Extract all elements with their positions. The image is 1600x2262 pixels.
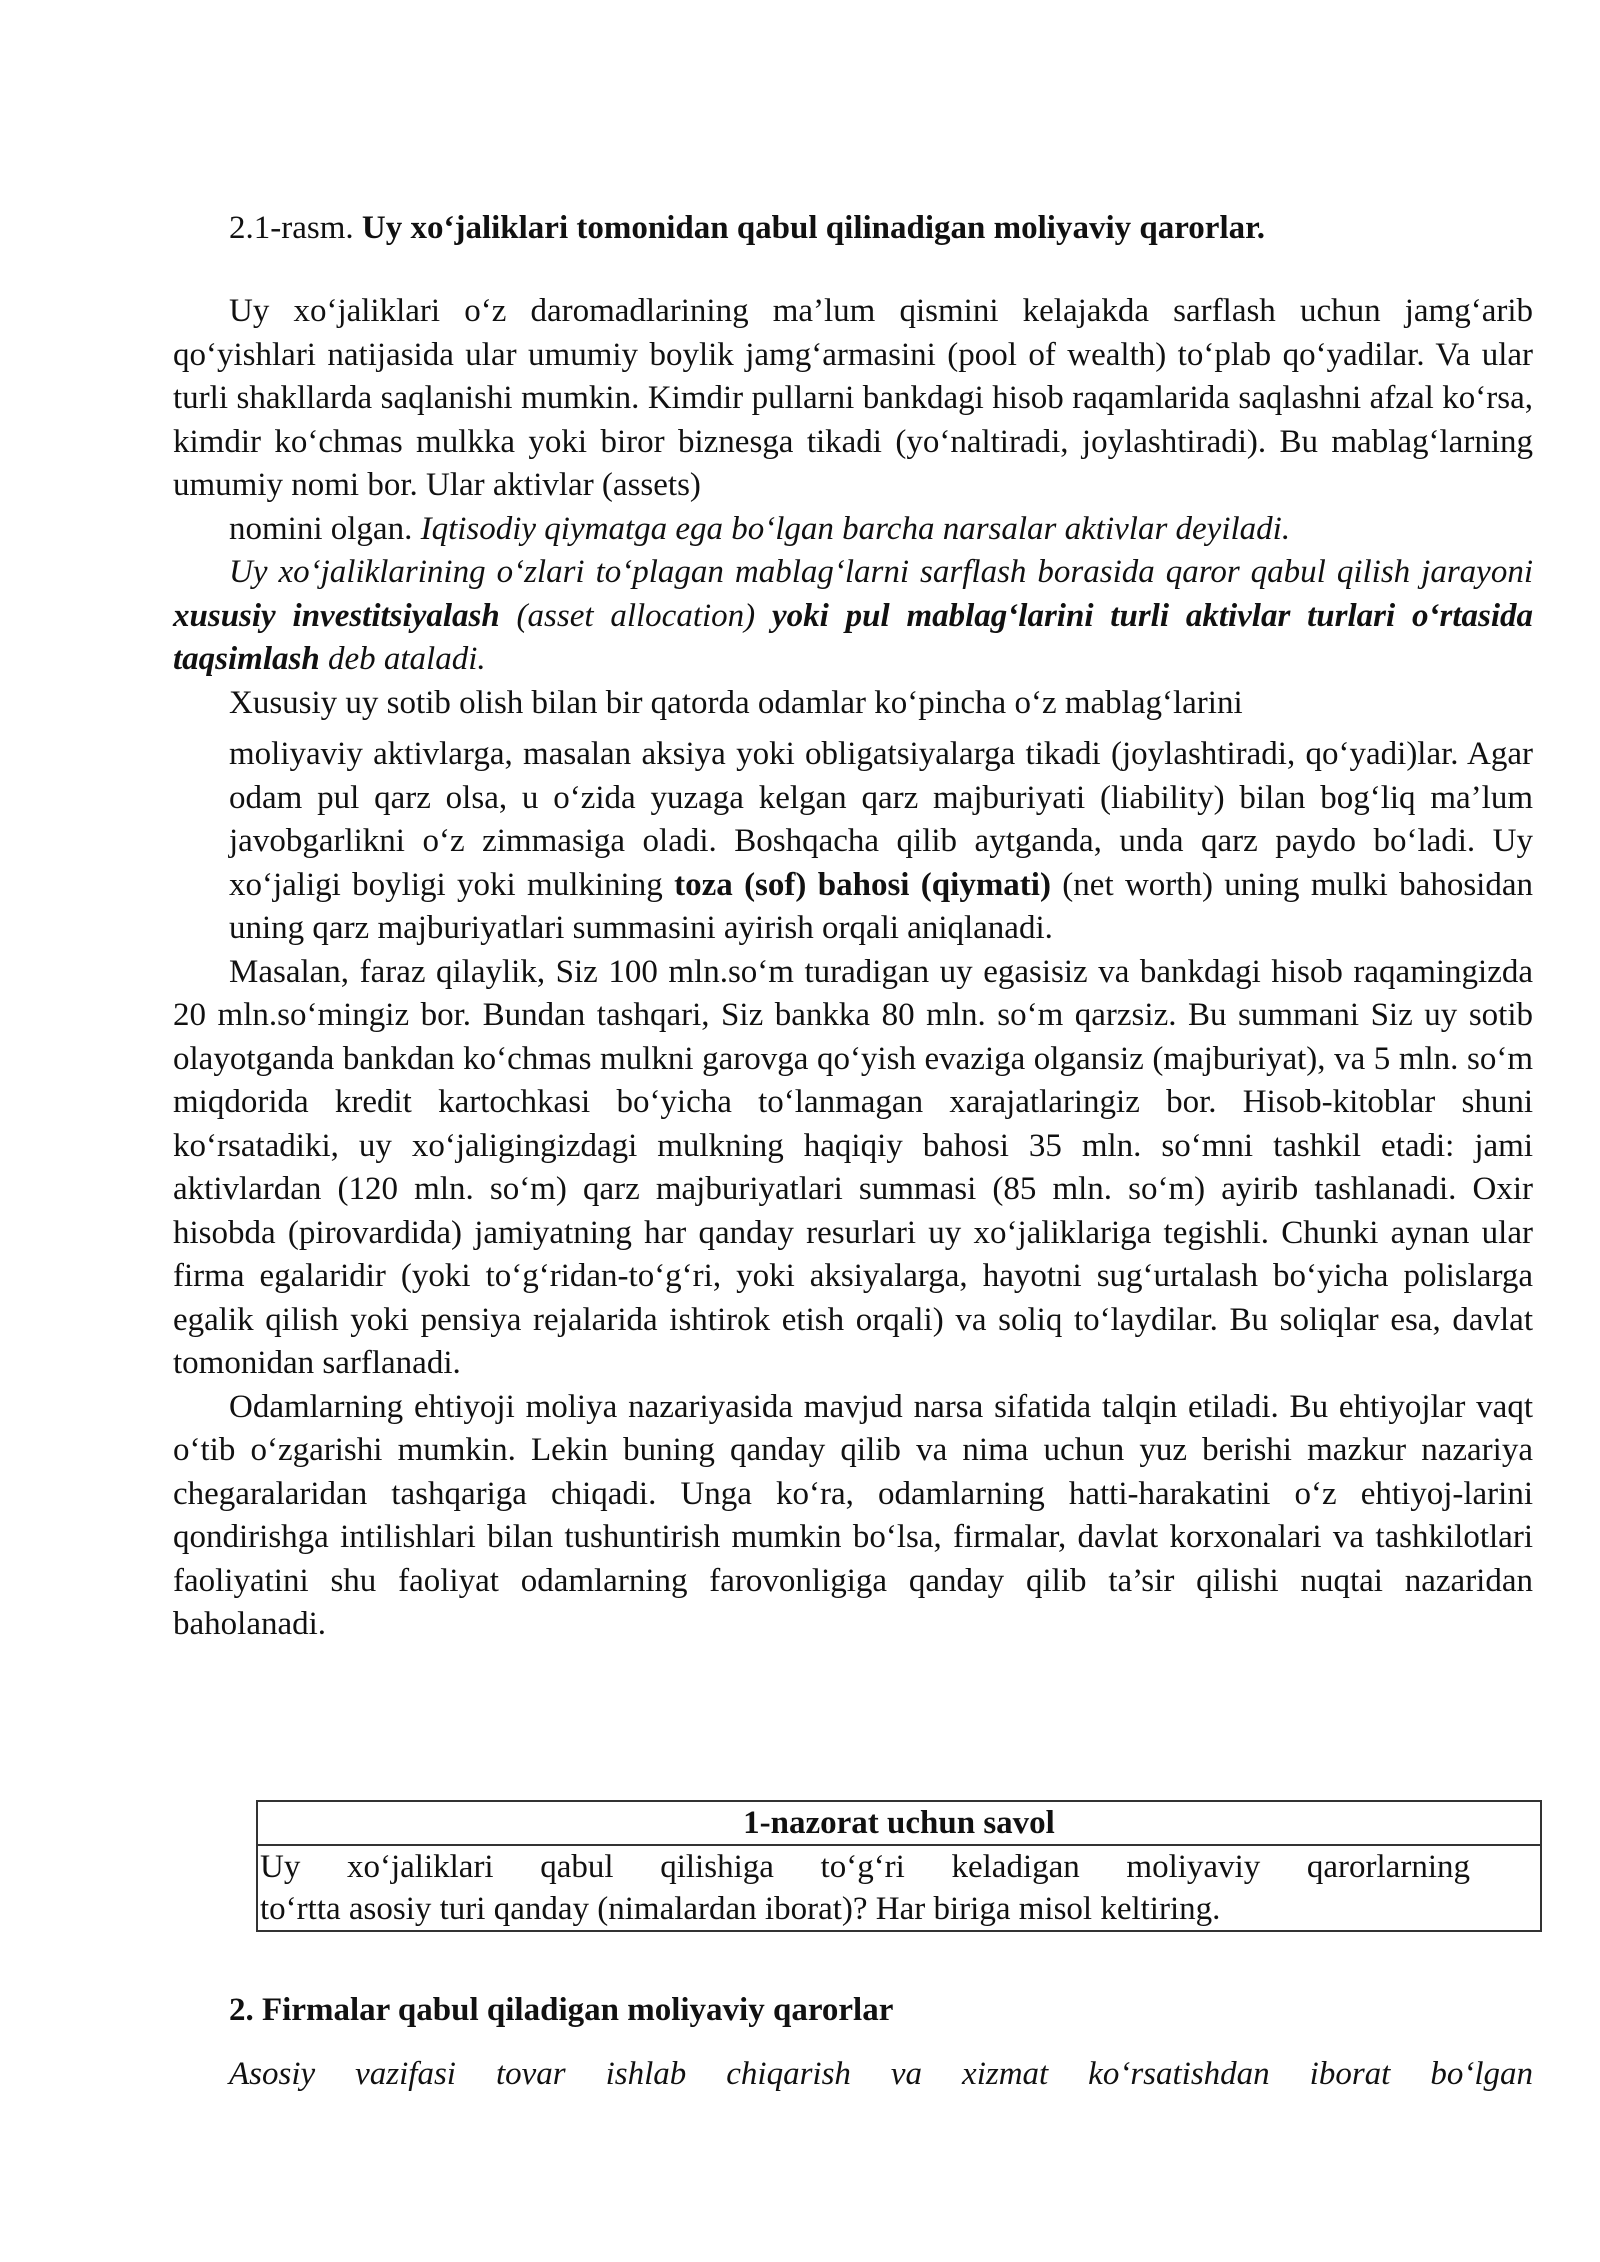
question-line-2: to‘rtta asosiy turi qanday (nimalardan iborat)? Har biriga misol keltiring. [260,1891,1221,1927]
caption-prefix: 2.1-rasm. [229,210,362,246]
figure-caption [229,204,1533,252]
net-worth-text-a: moliyaviy aktivlarga, masalan aksiya yoki obligatsiyalarga tikadi (joylashtiradi, qo‘yadi)lar. Agar odam pul qarz olsa, u o‘zida yuzaga kelgan qarz majburiyati (liability) bilan bog‘liq ma’lum javobgarlikni o‘z zimmasiga oladi. Boshqacha qilib aytganda, unda qarz paydo bo‘ladi. Uy xo‘jaligi boyligi yoki mulkining [229,736,1533,903]
allocation-text-a: Uy xo‘jaliklarining o‘zlari to‘plagan mablag‘larni sarflash borasida qaror qabul qilish jarayoni [229,554,1533,590]
question-box [256,1800,1542,1932]
question-box-title: 1-nazorat uchun savol [258,1802,1540,1846]
body-text [173,290,1533,1647]
allocation-term: xususiy investitsiyalash [173,597,500,634]
paragraph-asset-allocation [173,551,1533,682]
question-line-1: Uy xo‘jaliklari qabul qilishiga to‘g‘ri keladigan moliyaviy qarorlarning [260,1849,1470,1885]
allocation-text-c: (asset allocation) [499,597,772,634]
paragraph-example: Masalan, faraz qilaylik, Siz 100 mln.so‘m turadigan uy egasisiz va bankdagi hisob raqamingizda 20 mln.so‘mingiz bor. Bundan tashqari, Siz bankka 80 mln. so‘m qarzsiz. Bu summani Siz uy sotib olayotganda bankdan ko‘chmas mulkni garovga qo‘yish evaziga olgansiz (majburiyat), va 5 mln. so‘m miqdorida kredit kartochkasi bo‘yicha to‘lanmagan xarajatlaringiz bor. Hisob-kitoblar shuni ko‘rsatadiki, uy xo‘jaligingizdagi mulkning haqiqiy bahosi 35 mln. so‘mni tashkil etadi: jami aktivlardan (120 mln. so‘m) qarz majburiyatlari summasi (85 mln. so‘m) ayirib tashlanadi. Oxir hisobda (pirovardida) jamiyatning har qanday resurlari uy xo‘jaliklariga tegishli. Chunki aynan ular firma egalaridir (yoki to‘g‘ridan-to‘g‘ri, yoki aksiyalarga, hayotni sug‘urtalash bo‘yicha polislarga egalik qilish yoki pensiya rejalarida ishtirok etish orqali) va soliq to‘laydilar. Bu soliqlar esa, davlat tomonidan sarflanadi. [173,953,1533,1381]
question-box-body [258,1846,1540,1930]
net-worth-term: toza (sof) bahosi (qiymati) [674,866,1051,903]
paragraph-firms-start: Asosiy vazifasi tovar ishlab chiqarish va xizmat ko‘rsatishdan iborat bo‘lgan [229,2056,1533,2092]
allocation-text-e: deb ataladi. [319,641,486,677]
paragraph-needs: Odamlarning ehtiyoji moliya nazariyasida mavjud narsa sifatida talqin etiladi. Bu ehtiyojlar vaqt o‘tib o‘zgarishi mumkin. Lekin buning qanday qilib va nima uchun yuz berishi mazkur nazariya chegaralaridan tashqariga chiqadi. Unga ko‘ra, odamlarning hatti-harakatini o‘z ehtiyoj-larini qondirishga intilishlari bilan tushuntirish mumkin bo‘lsa, firmalar, davlat korxonalari va tashkilotlari faoliyatini shu faoliyat odamlarning farovonligiga qanday qilib ta’sir qilishi nuqtai nazaridan baholanadi. [173,1388,1533,1642]
paragraph-pool-of-wealth: Uy xo‘jaliklari o‘z daromadlarining ma’lum qismini kelajakda sarflash uchun jamg‘arib qo‘yishlari natijasida ular umumiy boylik jamg‘armasini (pool of wealth) to‘plab qo‘yadilar. Va ular turli shakllarda saqlanishi mumkin. Kimdir pullarni bankdagi hisob raqamlarida saqlashni afzal ko‘rsa, kimdir ko‘chmas mulkka yoki biror biznesga tikadi (yo‘naltiradi, joylashtiradi). Bu mablag‘larning umumiy nomi bor. Ular aktivlar (assets) [173,293,1533,503]
net-worth-text-c: (net worth) uning mulki bahosidan uning qarz majburiyatlari summasini ayirish orqali aniqlanadi. [229,866,1533,946]
assets-definition-italic: Iqtisodiy qiymatga ega bo‘lgan barcha narsalar aktivlar deyiladi. [420,510,1291,547]
assets-text: nomini olgan. [229,510,421,547]
section-heading: 2. Firmalar qabul qiladigan moliyaviy qarorlar [229,1992,894,2028]
allocation-term-2: yoki pul mablag‘larini turli aktivlar turlari o‘rtasida taqsimlash [173,597,1534,677]
paragraph-net-worth [173,733,1533,951]
paragraph-assets-definition [173,508,1533,552]
paragraph-home-purchase: Xususiy uy sotib olish bilan bir qatorda odamlar ko‘pincha o‘z mablag‘larini [229,684,1243,721]
caption-title: Uy xo‘jaliklari tomonidan qabul qilinadigan moliyaviy qarorlar. [361,210,1265,246]
